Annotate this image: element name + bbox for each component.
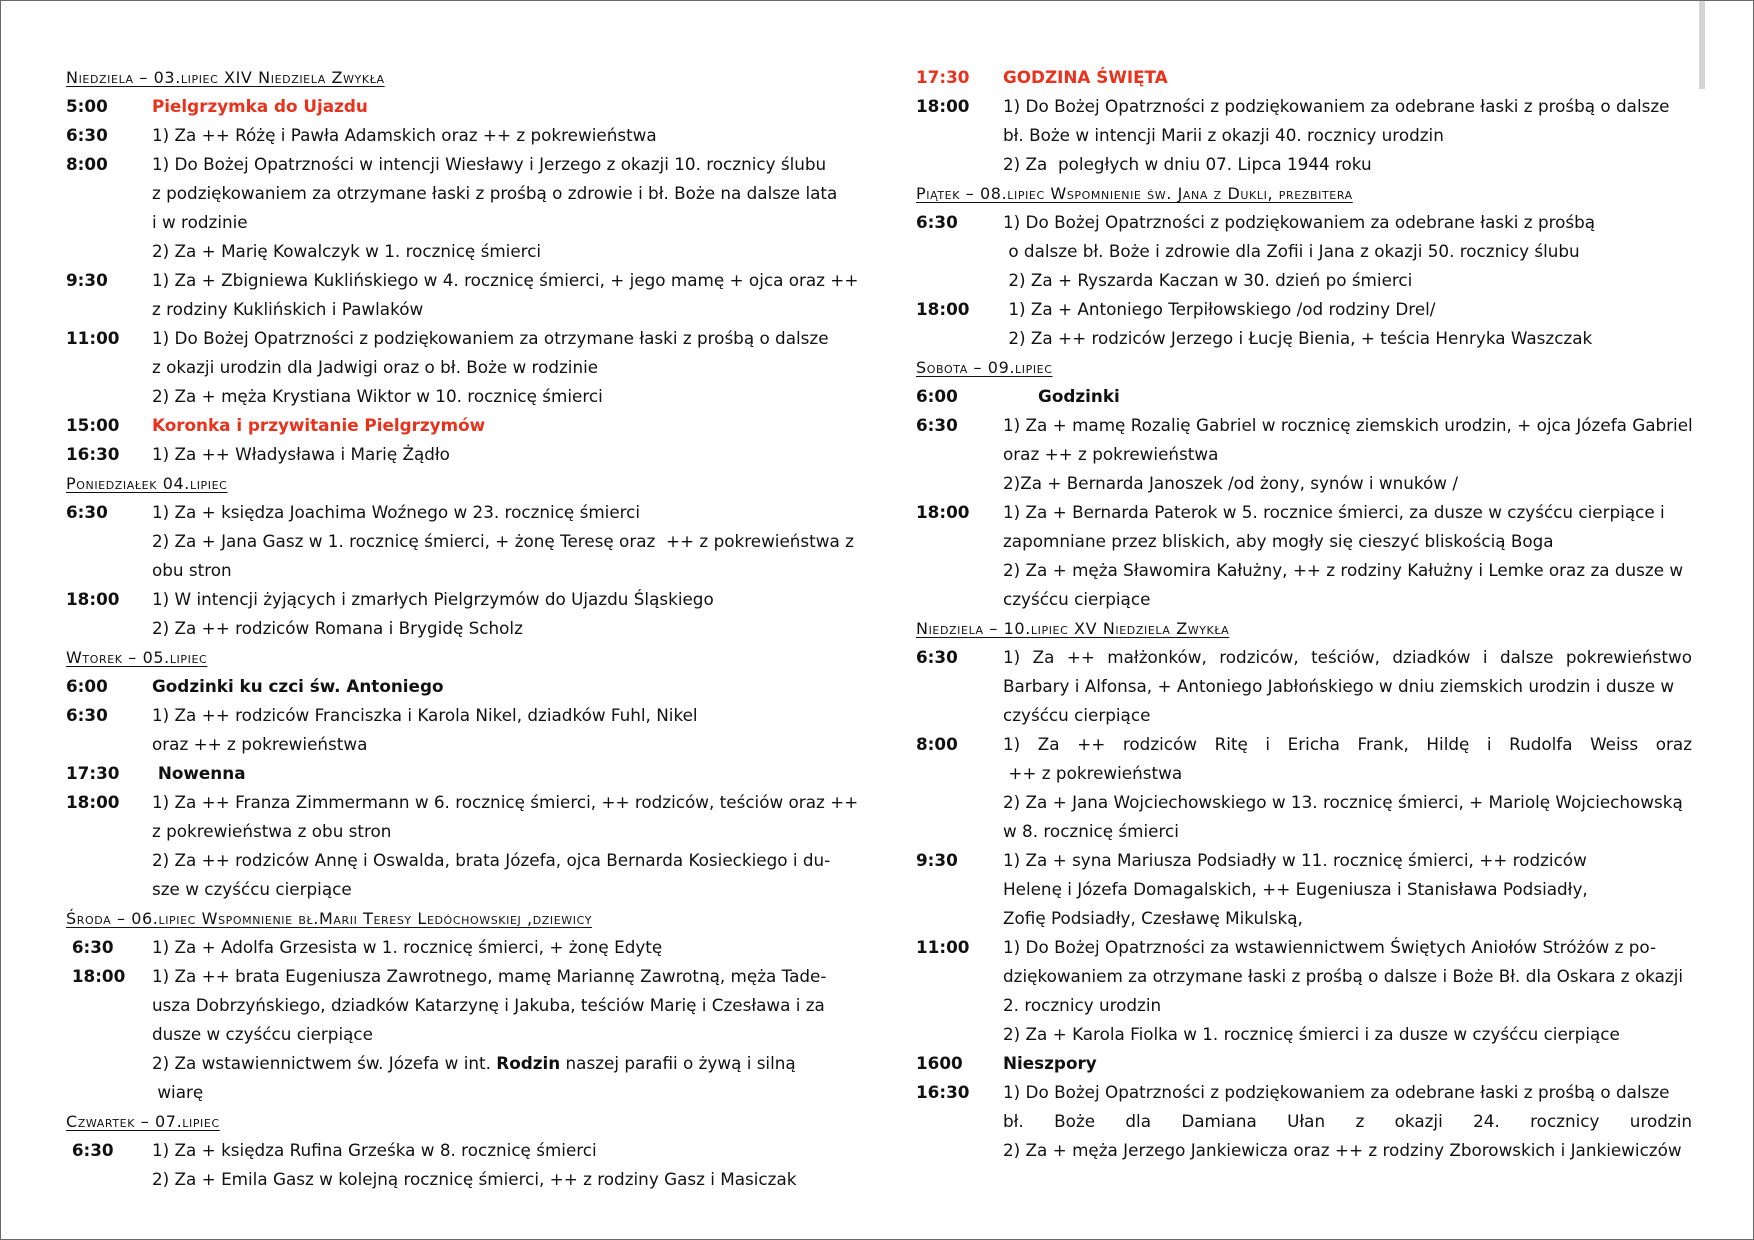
scrollbar[interactable] (1699, 1, 1705, 89)
mass-time: 6:30 (916, 647, 958, 667)
intention-line: obu stron (152, 560, 232, 580)
mass-entry (66, 150, 841, 266)
intention-line: 2. rocznicy urodzin (1003, 995, 1162, 1015)
mass-time: 1600 (916, 1053, 963, 1073)
intention-line: 1) Za ++ Franza Zimmermann w 6. rocznicę śmierci, ++ rodziców, teściów oraz ++ (152, 792, 859, 812)
intention-line: i w rodzinie (152, 212, 248, 232)
intention-line: 1) Za + Adolfa Grzesista w 1. rocznicę śmierci, + żonę Edytę (152, 937, 663, 957)
intention-line: Zofię Podsiadły, Czesławę Mikulską, (1003, 908, 1303, 928)
mass-time: 5:00 (66, 96, 108, 116)
mass-entry (66, 701, 841, 759)
intention-line: 2) Za + Marię Kowalczyk w 1. rocznicę śmierci (152, 241, 542, 261)
mass-time: 6:30 (916, 212, 958, 232)
mass-entry (66, 411, 841, 440)
intention-line: Pielgrzymka do Ujazdu (152, 96, 368, 116)
day-heading: Niedziela – 10.lipiec XV Niedziela Zwykła (916, 619, 1230, 638)
mass-time: 18:00 (916, 299, 970, 319)
mass-time: 6:30 (66, 125, 108, 145)
intention-line: 2) Za ++ rodziców Annę i Oswalda, brata Józefa, ojca Bernarda Kosieckiego i du- (152, 850, 831, 870)
mass-entry (916, 730, 1692, 846)
intention-line: 2) Za ++ rodziców Jerzego i Łucję Bienia, + teścia Henryka Waszczak (1003, 328, 1593, 348)
intention-line: 2) Za wstawiennictwem św. Józefa w int. Rodzin naszej parafii o żywą i silną (152, 1053, 796, 1073)
intention-line: 1) Za + Zbigniewa Kuklińskiego w 4. rocznicę śmierci, + jego mamę + ojca oraz ++ (152, 270, 859, 290)
intention-line: 1) Za ++ rodziców Franciszka i Karola Nikel, dziadków Fuhl, Nikel (152, 705, 698, 725)
intention-line: wiarę (152, 1082, 204, 1102)
mass-entry (66, 324, 841, 411)
mass-time: 18:00 (916, 502, 970, 522)
mass-entry (916, 933, 1692, 1049)
mass-time: 11:00 (66, 328, 120, 348)
mass-time: 9:30 (66, 270, 108, 290)
intention-line: 2) Za ++ rodziców Romana i Brygidę Scholz (152, 618, 523, 638)
mass-entry (66, 672, 841, 701)
intention-line: oraz ++ z pokrewieństwa (152, 734, 368, 754)
day-heading: Środa – 06.lipiec Wspomnienie bł.Marii Teresy Ledóchowskiej ,dziewicy (66, 909, 593, 928)
intention-line: 2) Za + męża Sławomira Kałużny, ++ z rodziny Kałużny i Lemke oraz za dusze w (1003, 560, 1684, 580)
intention-line: sze w czyśćcu cierpiące (152, 879, 352, 899)
intention-line: dziękowaniem za otrzymane łaski z prośbą o dalsze i Boże Bł. dla Oskara z okazji (1003, 966, 1684, 986)
mass-time: 18:00 (66, 589, 120, 609)
intention-line: 2) Za + Karola Fiolka w 1. rocznicę śmierci i za dusze w czyśćcu cierpiące (1003, 1024, 1620, 1044)
intention-line: 2) Za + Emila Gasz w kolejną rocznicę śmierci, ++ z rodziny Gasz i Masiczak (152, 1169, 797, 1189)
mass-time: 6:30 (66, 502, 108, 522)
intention-line: Barbary i Alfonsa, + Antoniego Jabłońskiego w dniu ziemskich urodzin i dusze w (1003, 676, 1675, 696)
day-heading: Wtorek – 05.lipiec (66, 648, 208, 667)
intention-line: Nowenna (152, 763, 246, 783)
mass-entry (66, 933, 841, 962)
intention-line: w 8. rocznicę śmierci (1003, 821, 1179, 841)
intention-line: 2) Za + Ryszarda Kaczan w 30. dzień po śmierci (1003, 270, 1413, 290)
mass-entry (916, 643, 1692, 730)
mass-entry (66, 962, 841, 1107)
mass-time: 17:30 (66, 763, 120, 783)
intention-line: 1) Za + syna Mariusza Podsiadły w 11. rocznicę śmierci, ++ rodziców (1003, 850, 1587, 870)
intention-line: z podziękowaniem za otrzymane łaski z prośbą o zdrowie i bł. Boże na dalsze lata (152, 183, 838, 203)
mass-entry (66, 788, 859, 904)
intention-line: oraz ++ z pokrewieństwa (1003, 444, 1219, 464)
intention-line: 1) Za + księdza Joachima Woźnego w 23. rocznicę śmierci (152, 502, 641, 522)
left-column (66, 63, 859, 1194)
intention-line: czyśćcu cierpiące (1003, 589, 1151, 609)
mass-time: 6:30 (66, 705, 108, 725)
intention-line: zapomniane przez bliskich, aby mogły się cieszyć bliskością Boga (1003, 531, 1554, 551)
intention-line: dusze w czyśćcu cierpiące (152, 1024, 373, 1044)
intention-line: 1) Za ++ małżonków, rodziców, teściów, dziadków i dalsze pokrewieństwo (1003, 647, 1692, 667)
mass-time: 18:00 (916, 96, 970, 116)
intention-line: 2) Za + Jana Wojciechowskiego w 13. rocznicę śmierci, + Mariolę Wojciechowską (1003, 792, 1683, 812)
intention-line: 1) Za ++ rodziców Ritę i Ericha Frank, Hildę i Rudolfa Weiss oraz (1003, 734, 1692, 754)
intention-line: 2) Za + męża Jerzego Jankiewicza oraz ++ z rodziny Zborowskich i Jankiewiczów (1003, 1140, 1682, 1160)
mass-entry (916, 92, 1692, 179)
mass-entry (66, 440, 841, 469)
intention-line: 2) Za + Jana Gasz w 1. rocznicę śmierci, + żonę Teresę oraz ++ z pokrewieństwa z (152, 531, 854, 551)
mass-time: 11:00 (916, 937, 970, 957)
intention-line: czyśćcu cierpiące (1003, 705, 1151, 725)
intention-line: 1) Za + Bernarda Paterok w 5. rocznice śmierci, za dusze w czyśćcu cierpiące i (1003, 502, 1665, 522)
intention-line: GODZINA ŚWIĘTA (1003, 67, 1168, 87)
mass-entry (66, 498, 854, 585)
intention-line: Koronka i przywitanie Pielgrzymów (152, 415, 486, 435)
intention-line: Godzinki (1003, 386, 1120, 406)
mass-time: 6:00 (916, 386, 958, 406)
mass-time: 6:30 (66, 937, 114, 957)
mass-time: 18:00 (66, 966, 126, 986)
intention-line: 1) Za + księdza Rufina Grześka w 8. rocznicę śmierci (152, 1140, 597, 1160)
intention-line: ++ z pokrewieństwa (1003, 763, 1183, 783)
intention-line: z rodziny Kuklińskich i Pawlaków (152, 299, 424, 319)
mass-entry (916, 208, 1692, 295)
intention-line: z okazji urodzin dla Jadwigi oraz o bł. Boże w rodzinie (152, 357, 599, 377)
intention-line: usza Dobrzyńskiego, dziadków Katarzynę i Jakuba, teściów Marię i Czesława i za (152, 995, 825, 1015)
mass-time: 9:30 (916, 850, 958, 870)
intention-line: 1) Za ++ Władysława i Marię Żądło (152, 444, 450, 464)
mass-time: 18:00 (66, 792, 120, 812)
intention-line: 1) Za ++ Różę i Pawła Adamskich oraz ++ z pokrewieństwa (152, 125, 657, 145)
mass-entry (916, 498, 1692, 614)
intention-line: Nieszpory (1003, 1053, 1097, 1073)
mass-entry (916, 1078, 1692, 1165)
mass-entry (916, 846, 1692, 933)
intention-line: 1) Za + mamę Rozalię Gabriel w rocznicę ziemskich urodzin, + ojca Józefa Gabriel (1003, 415, 1693, 435)
intention-line: bł. Boże dla Damiana Ułan z okazji 24. rocznicy urodzin (1003, 1111, 1692, 1131)
mass-entry (66, 1136, 841, 1194)
mass-time: 15:00 (66, 415, 120, 435)
intention-line: o dalsze bł. Boże i zdrowie dla Zofii i Jana z okazji 50. rocznicy ślubu (1003, 241, 1580, 261)
intention-line: z pokrewieństwa z obu stron (152, 821, 392, 841)
mass-entry (916, 63, 1692, 92)
mass-time: 16:30 (916, 1082, 970, 1102)
mass-entry (916, 382, 1692, 411)
intention-line: Helenę i Józefa Domagalskich, ++ Eugeniusza i Stanisława Podsiadły, (1003, 879, 1588, 899)
intention-line: 2) Za poległych w dniu 07. Lipca 1944 roku (1003, 154, 1372, 174)
mass-time: 6:30 (916, 415, 958, 435)
mass-time: 8:00 (916, 734, 958, 754)
intention-line: 1) Do Bożej Opatrzności z podziękowaniem za otrzymane łaski z prośbą o dalsze (152, 328, 829, 348)
right-column (916, 63, 1692, 1165)
intention-line: 1) W intencji żyjących i zmarłych Pielgrzymów do Ujazdu Śląskiego (152, 589, 714, 609)
day-heading: Piątek – 08.lipiec Wspomnienie św. Jana z Dukli, prezbitera (916, 184, 1353, 203)
intention-line: 1) Do Bożej Opatrzności w intencji Wiesławy i Jerzego z okazji 10. rocznicy ślubu (152, 154, 827, 174)
intention-line: 1) Za ++ brata Eugeniusza Zawrotnego, mamę Mariannę Zawrotną, męża Tade- (152, 966, 827, 986)
day-heading: Poniedziałek 04.lipiec (66, 474, 228, 493)
intention-line: 1) Do Bożej Opatrzności z podziękowaniem za odebrane łaski z prośbą (1003, 212, 1596, 232)
mass-entry (66, 92, 841, 121)
mass-entry (66, 759, 841, 788)
intention-line: 1) Do Bożej Opatrzności z podziękowaniem za odebrane łaski z prośbą o dalsze (1003, 96, 1670, 116)
day-heading: Czwartek – 07.lipiec (66, 1112, 220, 1131)
mass-entry (66, 585, 841, 643)
intention-line: 1) Do Bożej Opatrzności za wstawiennictwem Świętych Aniołów Stróżów z po- (1003, 937, 1657, 957)
mass-time: 6:30 (66, 1140, 114, 1160)
mass-entry (66, 121, 841, 150)
intention-line: 1) Do Bożej Opatrzności z podziękowaniem za odebrane łaski z prośbą o dalsze (1003, 1082, 1670, 1102)
mass-entry (66, 266, 859, 324)
intention-line: Godzinki ku czci św. Antoniego (152, 676, 444, 696)
intention-line: 2)Za + Bernarda Janoszek /od żony, synów i wnuków / (1003, 473, 1458, 493)
mass-time: 16:30 (66, 444, 120, 464)
mass-time: 17:30 (916, 67, 970, 87)
intention-line: bł. Boże w intencji Marii z okazji 40. rocznicy urodzin (1003, 125, 1444, 145)
mass-time: 8:00 (66, 154, 108, 174)
mass-entry (916, 411, 1692, 498)
mass-entry (916, 295, 1692, 353)
day-heading: Niedziela – 03.lipiec XIV Niedziela Zwykła (66, 68, 385, 87)
day-heading: Sobota – 09.lipiec (916, 358, 1053, 377)
mass-entry (916, 1049, 1692, 1078)
intention-line: 1) Za + Antoniego Terpiłowskiego /od rodziny Drel/ (1003, 299, 1436, 319)
mass-time: 6:00 (66, 676, 108, 696)
intention-line: 2) Za + męża Krystiana Wiktor w 10. rocznicę śmierci (152, 386, 603, 406)
